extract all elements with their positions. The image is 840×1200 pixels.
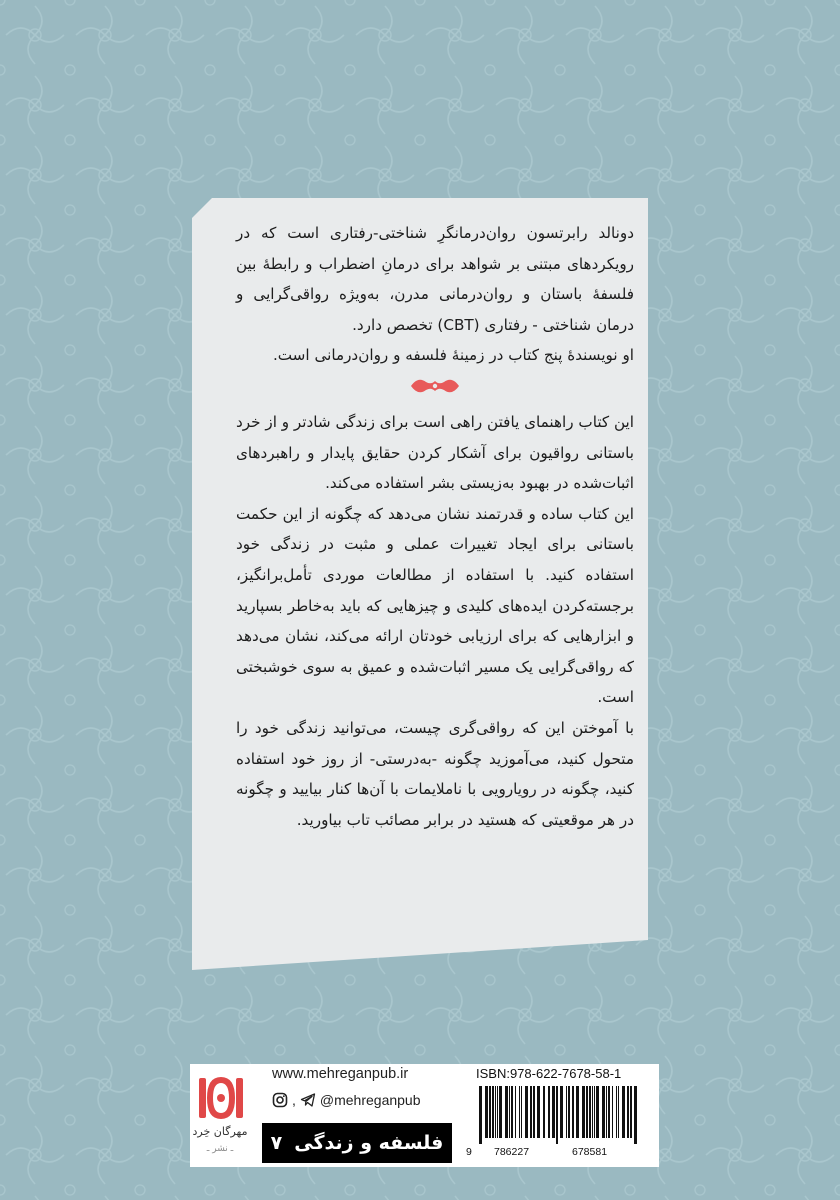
ornament-divider-icon <box>409 375 461 397</box>
barcode-bar <box>543 1086 545 1138</box>
author-bio-paragraph: او نویسندهٔ پنج کتاب در زمینهٔ فلسفه و روان‌درمانی است. <box>272 346 634 365</box>
isbn-barcode-icon <box>478 1086 642 1144</box>
barcode-bar <box>568 1086 570 1138</box>
barcode-bar <box>594 1086 595 1138</box>
barcode-bar <box>499 1086 502 1138</box>
barcode-bar <box>495 1086 496 1138</box>
barcode-bar <box>606 1086 607 1138</box>
barcode-bar <box>592 1086 593 1138</box>
barcode-bar <box>519 1086 520 1138</box>
barcode-bar <box>533 1086 535 1138</box>
barcode-bar <box>548 1086 550 1138</box>
description-paragraph: با آموختن این که رواقی‌گری چیست، می‌توانید زندگی خود را متحول کنید، می‌آموزید چگونه -به‌درستی- از روز خود استفاده کنید، چگونه در رویارویی با ناملایمات با آن‌ها کنار بیایید و چگونه در هر موقعیتی که هستید در برابر مصائب تاب بیاورید. <box>236 718 634 829</box>
back-cover-text <box>236 218 634 835</box>
publisher-social <box>272 1092 421 1108</box>
barcode-bar <box>589 1086 591 1138</box>
barcode-bar <box>489 1086 491 1138</box>
barcode-bar <box>521 1086 522 1138</box>
barcode-bar <box>586 1086 588 1138</box>
publisher-name: مهرگان خِرد <box>192 1125 248 1138</box>
isbn-label: ISBN:978-622-7678-58-1 <box>476 1066 622 1081</box>
barcode-bar <box>552 1086 555 1138</box>
barcode-digit-first: 9 <box>466 1146 472 1158</box>
instagram-icon <box>272 1092 288 1108</box>
series-label <box>262 1123 452 1163</box>
barcode-bar <box>572 1086 574 1138</box>
barcode-bar <box>530 1086 532 1138</box>
barcode-bar <box>511 1086 513 1138</box>
publisher-website: www.mehreganpub.ir <box>272 1066 409 1082</box>
barcode-bar <box>492 1086 494 1138</box>
social-separator: , <box>292 1092 296 1108</box>
barcode-bar <box>627 1086 629 1138</box>
barcode-digits-group-2: 678581 <box>572 1146 608 1158</box>
barcode-bar <box>618 1086 619 1138</box>
barcode-bar <box>505 1086 508 1138</box>
barcode-bar <box>556 1086 558 1144</box>
barcode-bar <box>630 1086 632 1138</box>
barcode-bar <box>582 1086 585 1138</box>
barcode-bar <box>537 1086 540 1138</box>
barcode-digits-group-1: 786227 <box>494 1146 530 1158</box>
publisher-subtitle: ـ نشر ـ <box>206 1144 234 1154</box>
publisher-logo-icon <box>196 1072 246 1124</box>
author-bio-paragraph: دونالد رابرتسون روان‌درمانگرِ شناختی-رفتاری است که در رویکردهای مبتنی بر شواهد برای درمانِ اضطراب و رابطهٔ بین فلسفهٔ باستان و روان‌درمانی مدرن، به‌ویژه رواقی‌گرایی و درمان شناختی - رفتاری (CBT) تخصص دارد. <box>236 224 634 334</box>
barcode-bar <box>566 1086 567 1138</box>
barcode-bar <box>576 1086 579 1138</box>
barcode-bar <box>515 1086 516 1138</box>
series-number: ۷ <box>270 1132 283 1154</box>
description-paragraph: این کتاب ساده و قدرتمند نشان می‌دهد که چگونه از این حکمت باستانی برای ایجاد تغییرات عملی و مثبت در زندگی خود استفاده کنید. با استفاده از مطالعات موردی تأمل‌برانگیز، برجسته‌کردن ایده‌های کلیدی و چیزهایی که باید به‌خاطر بسپارید و ابزارهایی که برای ارزیابی خودتان ارائه می‌کند، نشان می‌دهد که رواقی‌گرایی یک مسیر اثبات‌شده و عمیق به سوی خوشبختی است. <box>236 504 634 707</box>
barcode-bar <box>622 1086 625 1138</box>
barcode-bar <box>634 1086 637 1144</box>
barcode-bar <box>596 1086 599 1138</box>
barcode-bar <box>616 1086 617 1138</box>
description-paragraph: این کتاب راهنمای یافتن راهی است برای زندگی شادتر و از خرد باستانی رواقیون برای آشکار کردن حقایق پایدار و راهبردهای اثبات‌شده در بهبود به‌زیستی بشر استفاده می‌کند. <box>236 412 634 493</box>
barcode-bar <box>608 1086 610 1138</box>
barcode-bar <box>497 1086 498 1138</box>
series-title: فلسفه و زندگی <box>294 1132 444 1154</box>
social-handle: @mehreganpub <box>319 1092 421 1108</box>
telegram-icon <box>300 1092 316 1108</box>
barcode-bar <box>509 1086 510 1138</box>
barcode-bar <box>602 1086 605 1138</box>
barcode-bar <box>525 1086 528 1138</box>
barcode-bar <box>560 1086 563 1138</box>
barcode-bar <box>479 1086 482 1144</box>
barcode-bar <box>485 1086 488 1138</box>
barcode-bar <box>612 1086 613 1138</box>
